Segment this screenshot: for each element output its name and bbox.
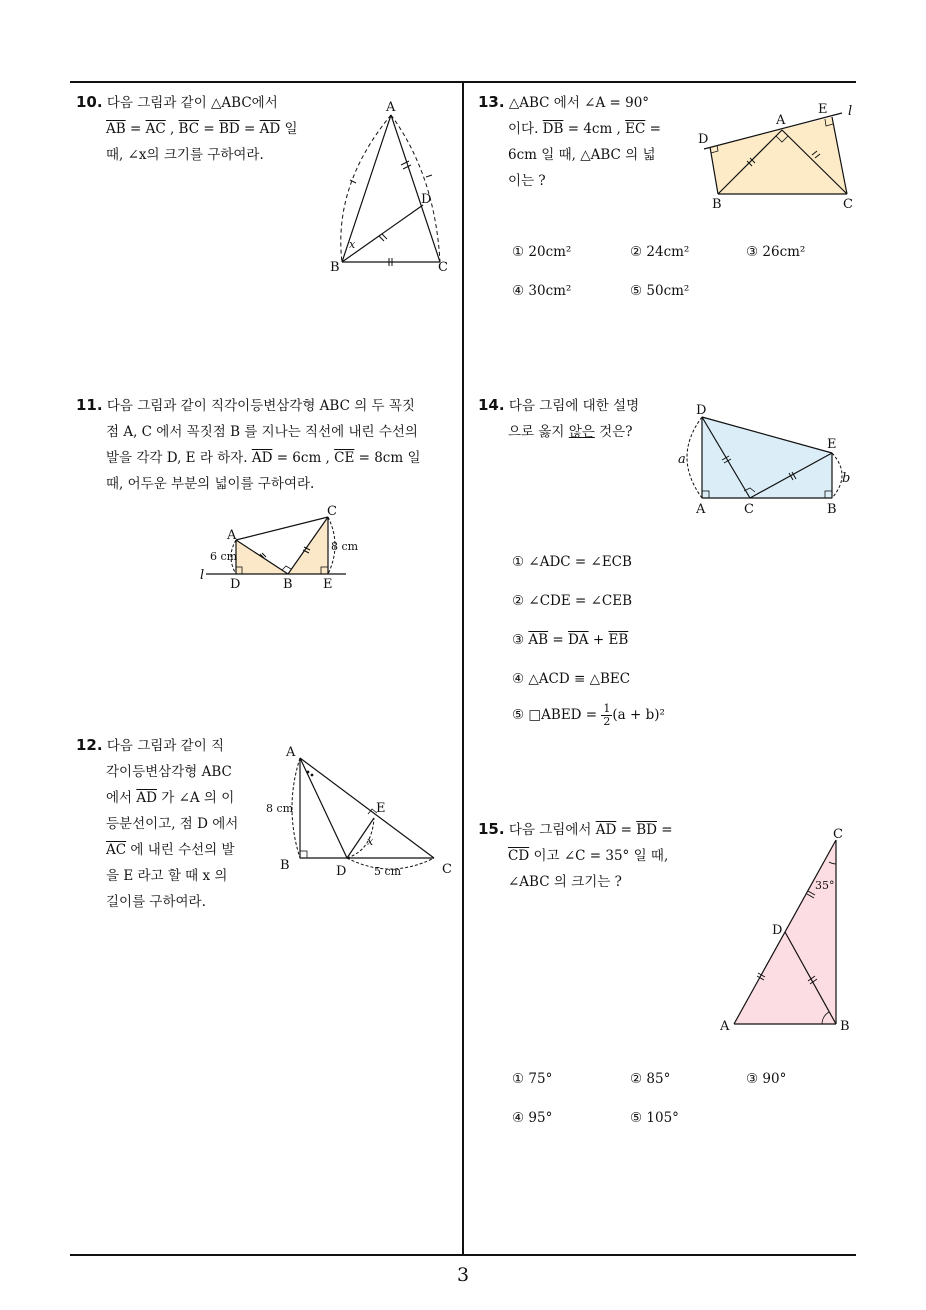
question-text: 때, 어두운 부분의 넓이를 구하여라.: [106, 476, 315, 492]
question-text: △ABC 에서 ∠A = 90°: [508, 95, 650, 111]
label-d: D: [336, 864, 347, 879]
question-text: 이다. $\overline{DB} = 4cm$ , $\overline{EC}$ =: [508, 121, 661, 137]
label-d: D: [698, 132, 709, 147]
question-11: [76, 392, 458, 497]
q14-figure: [672, 400, 857, 522]
label-c: C: [438, 260, 448, 275]
question-text: 때, ∠x의 크기를 구하여라.: [106, 147, 264, 163]
question-text: $\overline{AC}$ 에 내린 수선의 발: [106, 842, 235, 858]
label-l: l: [848, 104, 853, 119]
option-2[interactable]: ② 85°: [630, 1071, 671, 1087]
label-ce: 8 cm: [331, 540, 359, 553]
label-c: C: [442, 862, 452, 877]
side-ac: [391, 115, 440, 262]
option-3[interactable]: ③ 90°: [746, 1071, 787, 1087]
q13-figure: [692, 95, 862, 210]
question-number: 13.: [478, 93, 505, 111]
page-number: 3: [456, 1264, 470, 1286]
question-text: 다음 그림과 같이 △ABC에서: [106, 95, 278, 111]
option-4[interactable]: ④ 95°: [512, 1110, 553, 1126]
label-d: D: [696, 403, 707, 418]
option-5[interactable]: ⑤ 105°: [630, 1110, 679, 1126]
question-text: 다음 그림에 대한 설명: [508, 398, 640, 414]
label-b: B: [330, 260, 340, 275]
label-l: l: [200, 568, 205, 583]
question-number: 15.: [478, 820, 505, 838]
question-text: 에서 $\overline{AD}$ 가 ∠A 의 이: [106, 790, 235, 806]
label-x: x: [349, 238, 356, 251]
label-b: B: [840, 1019, 850, 1034]
shaded-trapezoid: [710, 117, 847, 194]
label-d: D: [230, 577, 241, 592]
question-text: ∠ABC 의 크기는 ?: [508, 874, 622, 890]
option-5[interactable]: ⑤ □ABED = $\frac{1}{2}$ (a + b)²: [512, 702, 665, 728]
label-a: A: [227, 528, 237, 543]
label-c: C: [744, 502, 754, 517]
option-3[interactable]: ③ $\overline{AB} = \overline{DA} + \overline{EB}$: [512, 632, 629, 648]
option-4[interactable]: ④ 30cm²: [512, 283, 572, 299]
label-b: B: [827, 502, 837, 517]
label-ab: 8 cm: [266, 802, 294, 815]
q10-figure: [325, 95, 455, 280]
label-c: C: [327, 504, 337, 519]
question-text: 을 E 라고 할 때 x 의: [106, 868, 228, 884]
q15-figure: [712, 822, 862, 1042]
option-1[interactable]: ① 20cm²: [512, 244, 572, 260]
fraction: $\frac{1}{2}$: [603, 702, 611, 728]
label-b: B: [283, 577, 293, 592]
label-a: A: [720, 1019, 730, 1034]
question-text: 발을 각각 D, E 라 하자. $\overline{AD} = 6cm$ , $\overline{CE} = 8cm$ 일: [106, 450, 421, 466]
label-c: C: [843, 197, 853, 212]
question-number: 12.: [76, 736, 103, 754]
label-e: E: [827, 437, 837, 452]
option-4[interactable]: ④ △ACD ≡ △BEC: [512, 671, 631, 687]
question-text: 점 A, C 에서 꼭짓점 B 를 지나는 직선에 내린 수선의: [106, 424, 418, 440]
label-dc: 5 cm: [374, 865, 402, 878]
question-text: $\overline{CD}$ 이고 ∠C = 35° 일 때,: [508, 848, 669, 864]
option-1[interactable]: ① ∠ADC = ∠ECB: [512, 554, 632, 570]
question-text: 등분선이고, 점 D 에서: [106, 816, 239, 832]
label-e: E: [818, 102, 828, 117]
option-2[interactable]: ② 24cm²: [630, 244, 690, 260]
question-12: [76, 732, 256, 915]
question-text: 길이를 구하여라.: [106, 894, 206, 910]
option-2[interactable]: ② ∠CDE = ∠CEB: [512, 593, 633, 609]
question-number: 10.: [76, 93, 103, 111]
column-divider: [462, 82, 464, 1254]
question-15: [478, 816, 703, 895]
question-number: 14.: [478, 396, 505, 414]
q12-figure: [264, 742, 464, 882]
q11-figure: [196, 503, 366, 593]
label-b: B: [280, 858, 290, 873]
question-text: 이는 ?: [508, 173, 546, 189]
bottom-rule: [70, 1254, 856, 1256]
question-14: [478, 392, 668, 445]
question-text: 으로 옳지 않은 것은?: [508, 424, 633, 440]
question-text: 각이등변삼각형 ABC: [106, 764, 232, 780]
question-text: 다음 그림과 같이 직: [106, 738, 225, 754]
label-a-length: a: [678, 452, 686, 467]
label-ad: 6 cm: [210, 550, 238, 563]
question-text: $\overline{AB} = \overline{AC}$ , $\overline{BC} = \overline{BD} = \overline{AD}$ 일: [106, 121, 298, 137]
option-3[interactable]: ③ 26cm²: [746, 244, 806, 260]
question-13: [478, 89, 678, 194]
label-a: A: [386, 100, 396, 115]
question-number: 11.: [76, 396, 103, 414]
label-c: C: [833, 827, 843, 842]
label-e: E: [323, 577, 333, 592]
question-text: 다음 그림에서 $\overline{AD} = \overline{BD}$ =: [508, 822, 673, 838]
label-e: E: [376, 801, 386, 816]
label-d: D: [772, 923, 783, 938]
option-1[interactable]: ① 75°: [512, 1071, 553, 1087]
label-angle-c: 35°: [815, 879, 835, 892]
label-b-length: b: [842, 471, 851, 486]
option-5[interactable]: ⑤ 50cm²: [630, 283, 690, 299]
label-x: x: [367, 835, 374, 848]
label-b: B: [712, 197, 722, 212]
segment-bd: [342, 205, 423, 262]
label-a: A: [696, 502, 706, 517]
shaded-trapezoid: [702, 417, 832, 498]
question-text: 6cm 일 때, △ABC 의 넓: [508, 147, 656, 163]
label-a: A: [776, 113, 786, 128]
question-10: [76, 89, 326, 168]
label-d: D: [421, 192, 432, 207]
question-text: 다음 그림과 같이 직각이등변삼각형 ABC 의 두 꼭짓: [106, 398, 415, 414]
label-a: A: [286, 745, 296, 760]
